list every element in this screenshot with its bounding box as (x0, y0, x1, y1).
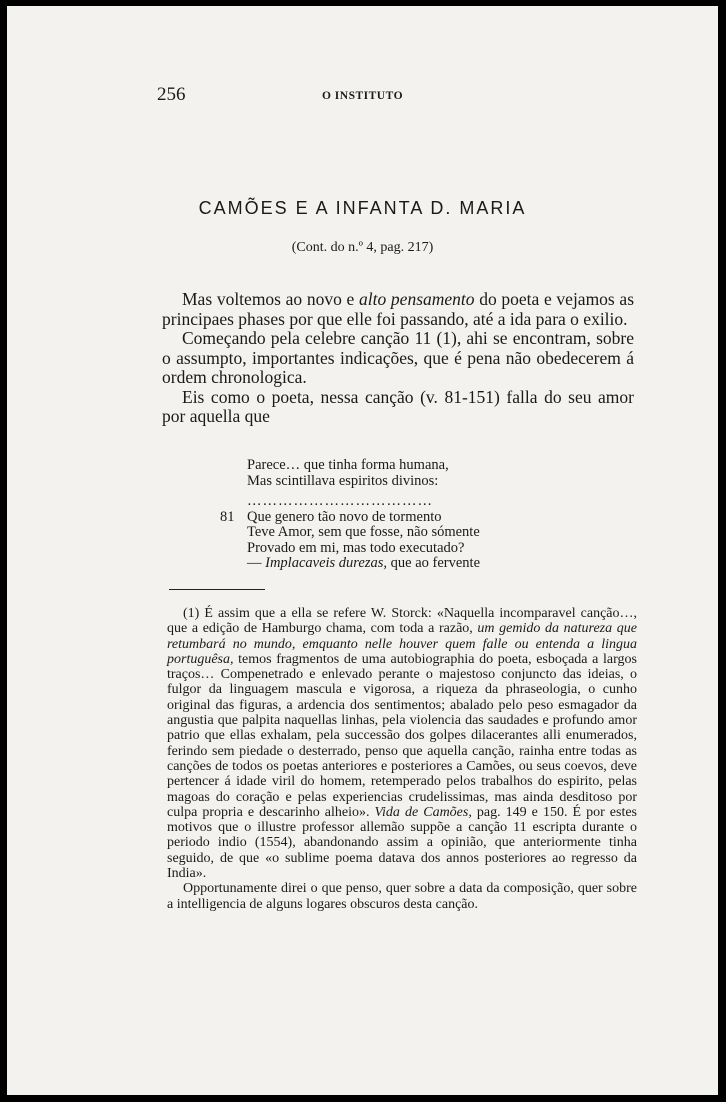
paragraph-2: Começando pela celebre canção 11 (1), ahi se encontram, sobre o assumpto, importantes indicações, que é pena não obedecerem á ordem chronologica. (162, 328, 634, 387)
footnote (167, 606, 637, 912)
verse-line: Teve Amor, sem que fosse, não sómente (247, 524, 480, 540)
page-header (7, 84, 718, 108)
verse-line: Parece… que tinha forma humana, (247, 457, 449, 473)
footnote-paragraph-1: (1) É assim que a ella se refere W. Storck: «Naquella incomparavel canção…, que a edição de Hamburgo chama, com toda a razão, um gemido da natureza que retumbará no mundo, emquanto nelle houver quem falle ou entenda a lingua portuguêsa, temos fragmentos de uma autobiographia do poeta, esboçada a largos traços… Compenetrado e enlevado perante o majestoso conjuncto das ideias, o fulgor da linguagem mascula e vigorosa, a riqueza da phraseologia, o cunho original das figuras, a ardencia dos sentimentos; abalado pelo peso esmagador da angustia que palpita naquellas linhas, pela violencia das saudades e profundo amor patrio que ellas exhalam, pela successão dos golpes dilacerantes alli enumerados, ferindo sem piedade o desterrado, penso que aquella canção, rainha entre todas as canções de todos os poetas anteriores e posteriores a Camões, ou seus coevos, deve pertencer á idade viril do homem, retemperado pelos trabalhos do espirito, pelas magoas do coração e pelas experiencias crudelissimas, mas ainda desditoso por culpa propria e descarinho alheio». Vida de Camões, pag. 149 e 150. É por estes motivos que o illustre professor allemão suppõe a canção 11 escripta durante o periodo indio (1554), abandonando assim a opinião, que anteriormente tinha seguido, de que «o sublime poema datava dos annos posteriores ao regresso da India». (167, 606, 637, 882)
verse-line-numbered: 81 Que genero tão novo de tormento (220, 508, 442, 525)
verse-quote (220, 457, 567, 572)
article-title: CAMÕES E A INFANTA D. MARIA (198, 198, 527, 218)
footnote-paragraph-2: Opportunamente direi o que penso, quer sobre a data da composição, quer sobre a intelligencia de alguns logares obscuros desta canção. (167, 881, 637, 912)
verse-line-number: 81 (220, 508, 235, 525)
verse-line: — Implacaveis durezas, que ao fervente (247, 555, 481, 571)
verse-line: Mas scintillava espiritos divinos: (247, 472, 439, 489)
running-title: O INSTITUTO (321, 90, 404, 102)
page-number: 256 (157, 84, 186, 105)
body-text (162, 290, 634, 427)
verse-ellipsis: ……………………………… (247, 493, 433, 509)
emphasis-text: alto pensamento (359, 289, 475, 309)
paragraph-3: Eis como o poeta, nessa canção (v. 81-151) falla do seu amor por aquella que (162, 386, 634, 426)
verse-line: Provado em mi, mas todo executado? (247, 539, 465, 556)
continuation-note: (Cont. do n.º 4, pag. 217) (291, 240, 434, 255)
paragraph-1: Mas voltemos ao novo e alto pensamento do poeta e vejamos as principaes phases por que elle foi passando, até a ida para o exilio. (162, 289, 635, 329)
footnote-divider (169, 589, 265, 590)
document-page (7, 6, 718, 1095)
